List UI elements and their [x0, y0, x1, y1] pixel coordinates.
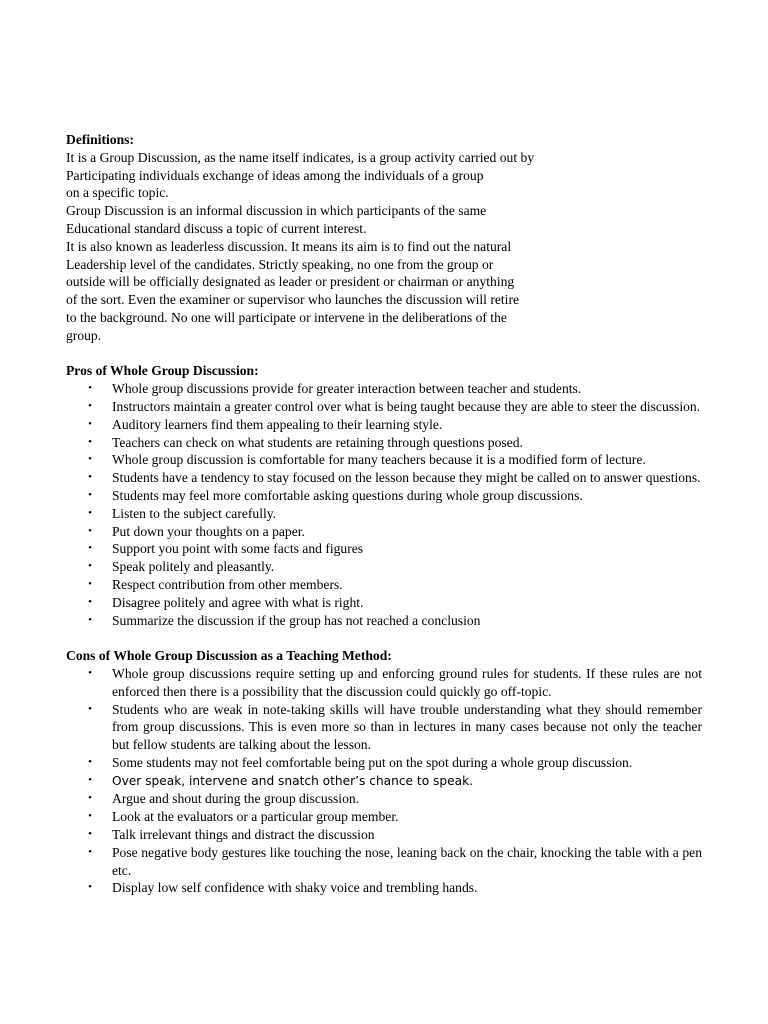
bullet-icon: •: [88, 560, 92, 573]
list-item: • Listen to the subject carefully.: [66, 505, 702, 523]
list-item: • Over speak, intervene and snatch other’s chance to speak.: [66, 772, 702, 791]
list-item: • Teachers can check on what students are retaining through questions posed.: [66, 434, 702, 452]
definitions-line: on a specific topic.: [66, 185, 169, 201]
bullet-icon: •: [88, 382, 92, 395]
bullet-icon: •: [88, 755, 92, 768]
list-item: • Display low self confidence with shaky voice and trembling hands.: [66, 879, 702, 897]
definitions-line: outside will be officially designated as leader or president or chairman or anything: [66, 274, 515, 290]
list-item: • Instructors maintain a greater control over what is being taught because they are able to steer the discussion.: [66, 398, 702, 416]
definitions-heading: Definitions:: [66, 132, 134, 147]
bullet-icon: •: [88, 524, 92, 537]
bullet-icon: •: [88, 845, 92, 858]
definitions-line: It is a Group Discussion, as the name itself indicates, is a group activity carried out by: [66, 149, 535, 165]
list-item: • Respect contribution from other members.: [66, 576, 702, 594]
cons-heading: Cons of Whole Group Discussion as a Teaching Method:: [66, 648, 392, 664]
bullet-icon: •: [88, 595, 92, 608]
list-item: • Look at the evaluators or a particular group member.: [66, 808, 702, 826]
definitions-line: Educational standard discuss a topic of current interest.: [66, 220, 367, 236]
section-spacer: [66, 629, 702, 647]
list-item: • Auditory learners find them appealing to their learning style.: [66, 416, 702, 434]
bullet-icon: •: [88, 471, 92, 484]
bullet-icon: •: [88, 881, 92, 894]
bullet-icon: •: [88, 577, 92, 590]
list-item: • Speak politely and pleasantly.: [66, 558, 702, 576]
bullet-icon: •: [88, 702, 92, 715]
list-item: • Talk irrelevant things and distract the discussion: [66, 826, 702, 844]
document-page: [66, 131, 702, 897]
bullet-icon: •: [88, 773, 92, 786]
bullet-icon: •: [88, 828, 92, 841]
list-item: • Students have a tendency to stay focused on the lesson because they might be called on to answer questions.: [66, 469, 702, 487]
bullet-icon: •: [88, 810, 92, 823]
list-item: • Put down your thoughts on a paper.: [66, 523, 702, 541]
bullet-icon: •: [88, 613, 92, 626]
definitions-line: group.: [66, 327, 102, 343]
definitions-line: Group Discussion is an informal discussion in which participants of the same: [66, 203, 487, 219]
bullet-icon: •: [88, 506, 92, 519]
bullet-icon: •: [88, 792, 92, 805]
list-item: • Support you point with some facts and figures: [66, 540, 702, 558]
definitions-line: Leadership level of the candidates. Strictly speaking, no one from the group or: [66, 256, 494, 272]
definitions-line: of the sort. Even the examiner or supervisor who launches the discussion will retire: [66, 292, 520, 308]
bullet-icon: •: [88, 488, 92, 501]
list-item: • Whole group discussion is comfortable for many teachers because it is a modified form of lecture.: [66, 451, 702, 469]
list-item: • Some students may not feel comfortable being put on the spot during a whole group discussion.: [66, 754, 702, 772]
list-item: • Whole group discussions provide for greater interaction between teacher and students.: [66, 380, 702, 398]
pros-list: [66, 380, 702, 629]
list-item: • Whole group discussions require setting up and enforcing ground rules for students. If these rules are not enforced then there is a possibility that the discussion could quickly go off-topic.: [66, 665, 702, 701]
definitions-line: Participating individuals exchange of ideas among the individuals of a group: [66, 167, 484, 183]
list-item: • Summarize the discussion if the group has not reached a conclusion: [66, 612, 702, 630]
list-item: • Argue and shout during the group discussion.: [66, 790, 702, 808]
list-item: • Pose negative body gestures like touching the nose, leaning back on the chair, knocking the table with a pen etc.: [66, 844, 702, 880]
bullet-icon: •: [88, 542, 92, 555]
cons-list: [66, 665, 702, 897]
bullet-icon: •: [88, 453, 92, 466]
list-item: • Students may feel more comfortable asking questions during whole group discussions.: [66, 487, 702, 505]
bullet-icon: •: [88, 417, 92, 430]
definitions-paragraph: [66, 149, 702, 345]
bullet-icon: •: [88, 435, 92, 448]
definitions-line: to the background. No one will participate or intervene in the deliberations of the: [66, 309, 507, 325]
section-spacer: [66, 345, 702, 363]
bullet-icon: •: [88, 399, 92, 412]
pros-heading: Pros of Whole Group Discussion:: [66, 363, 259, 379]
bullet-icon: •: [88, 666, 92, 679]
definitions-line: It is also known as leaderless discussion. It means its aim is to find out the natural: [66, 238, 512, 254]
list-item: • Students who are weak in note-taking skills will have trouble understanding what they should remember from group discussions. This is even more so than in lectures in many cases because not only the teacher but fellow students are talking about the lesson.: [66, 701, 702, 754]
list-item: • Disagree politely and agree with what is right.: [66, 594, 702, 612]
